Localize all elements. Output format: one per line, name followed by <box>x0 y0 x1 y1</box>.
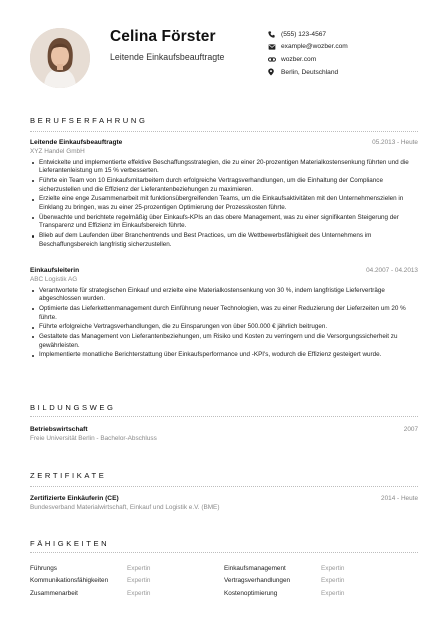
skill-row <box>30 562 418 575</box>
skill-item <box>224 565 418 572</box>
bullet-item: Führte erfolgreiche Vertragsverhandlungen, die zu Einsparungen von über 500.000 € jährlich beitrugen. <box>39 323 418 332</box>
contact-location <box>268 66 348 79</box>
skill-item <box>224 577 418 584</box>
skill-name: Vertragsverhandlungen <box>224 577 291 585</box>
skill-level: Expertin <box>127 589 151 597</box>
link-icon <box>268 55 280 64</box>
contact-website <box>268 53 348 66</box>
certificates-section-title: ZERTIFIKATE <box>30 471 107 480</box>
contact-email-text[interactable]: example@wozber.com <box>281 43 348 51</box>
skill-name: Kostenoptimierung <box>224 589 278 597</box>
certificate-name: Zertifizierte Einkäuferin (CE) <box>30 495 119 502</box>
company-name: ABC Logistik AG <box>30 275 78 283</box>
certificate-date: 2014 - Heute <box>381 495 418 502</box>
degree-title: Betriebswirtschaft <box>30 426 88 433</box>
experience-entry <box>30 267 418 361</box>
contact-website-text[interactable]: wozber.com <box>281 55 317 63</box>
certificate-entry <box>30 495 418 511</box>
skill-level: Expertin <box>321 577 345 585</box>
bullet-item: Erzielte eine enge Zusammenarbeit mit funktionsübergreifenden Teams, um die Einkaufsaktivitäten mit den Unternehmenszielen in Einklang zu bringen, was zu einer 25-prozentigen Optimierung der Prozesskosten führte. <box>39 195 418 213</box>
skill-name: Einkaufsmanagement <box>224 564 286 572</box>
skill-name: Zusammenarbeit <box>30 589 78 597</box>
job-bullets <box>30 159 418 250</box>
contact-email <box>268 41 348 54</box>
skill-level: Expertin <box>321 564 345 572</box>
education-divider <box>30 416 418 417</box>
bullet-item: Implementierte monatliche Berichterstattung über Einkaufsperformance und -KPI's, wodurch die Effizienz gesteigert wurde. <box>39 351 418 360</box>
bullet-item: Führte ein Team von 10 Einkaufsmitarbeitern durch erfolgreiche Vertragsverhandlungen, um die Einhaltung der Compliance sicherzustellen und die Effizienz der Lieferantenbeziehungen zu maximieren. <box>39 177 418 195</box>
job-date: 05.2013 - Heute <box>372 139 418 146</box>
skills-divider <box>30 552 418 553</box>
education-entry <box>30 426 418 442</box>
skill-level: Expertin <box>127 577 151 585</box>
contact-phone <box>268 28 348 41</box>
education-section-title: BILDUNGSWEG <box>30 403 116 412</box>
experience-divider <box>30 131 418 132</box>
contact-location-text: Berlin, Deutschland <box>281 68 339 76</box>
skill-item <box>30 590 224 597</box>
candidate-name: Celina Förster <box>110 28 216 45</box>
skills-section-title: FÄHIGKEITEN <box>30 539 110 548</box>
experience-section-title: BERUFSERFAHRUNG <box>30 116 148 125</box>
skill-row <box>30 587 418 600</box>
skills-grid <box>30 562 418 600</box>
skill-item <box>224 590 418 597</box>
skill-item <box>30 577 224 584</box>
name-block <box>110 28 224 62</box>
contact-list <box>268 28 348 78</box>
company-name: XYZ Handel GmbH <box>30 147 85 155</box>
bullet-item: Verantwortete für strategischen Einkauf und erzielte eine Materialkostensenkung von 30 %, indem langfristige Lieferverträge abgeschlossen wurden. <box>39 287 418 305</box>
skill-level: Expertin <box>321 589 345 597</box>
bullet-item: Gestaltete das Management von Lieferantenbeziehungen, um Risiko und Kosten zu verringern und die Versorgungssicherheit zu gewährleisten. <box>39 333 418 351</box>
profile-photo <box>30 28 90 88</box>
mail-icon <box>268 42 280 51</box>
avatar <box>30 28 90 88</box>
job-bullets <box>30 287 418 361</box>
contact-phone-text[interactable]: (555) 123-4567 <box>281 30 327 38</box>
skill-row <box>30 575 418 588</box>
job-date: 04.2007 - 04.2013 <box>366 267 418 274</box>
bullet-item: Überwachte und berichtete regelmäßig über Einkaufs-KPIs an das obere Management, was zu einer signifikanten Steigerung der Transparenz und Effizienz im Einkaufsbereich führte. <box>39 214 418 232</box>
education-date: 2007 <box>403 426 418 433</box>
skill-name: Kommunikationsfähigkeiten <box>30 577 109 585</box>
phone-icon <box>268 30 280 39</box>
resume-header <box>30 26 420 92</box>
experience-entry <box>30 139 418 250</box>
certificate-issuer: Bundesverband Materialwirtschaft, Einkauf und Logistik e.V. (BME) <box>30 503 220 511</box>
location-icon <box>268 68 280 77</box>
skill-item <box>30 565 224 572</box>
bullet-item: Optimierte das Lieferkettenmanagement durch Einführung neuer Technologien, was zu einer Reduzierung der Lieferzeiten um 20 % führte. <box>39 305 418 323</box>
bullet-item: Blieb auf dem Laufenden über Branchentrends und Best Practices, um die Wettbewerbsfähigkeit des Unternehmens im Beschaffungsbereich langfristig sicherzustellen. <box>39 232 418 250</box>
school-name: Freie Universität Berlin - Bachelor-Abschluss <box>30 434 157 442</box>
skill-name: Führungs <box>30 564 57 572</box>
candidate-role: Leitende Einkaufsbeauftragte <box>110 52 225 62</box>
bullet-item: Entwickelte und implementierte effektive Beschaffungsstrategien, die zu einer 20-prozentigen Materialkostensenkung führten und die Lieferantenleistung um 15 % verbesserten. <box>39 159 418 177</box>
job-title: Leitende Einkaufsbeauftragte <box>30 139 123 146</box>
skill-level: Expertin <box>127 564 151 572</box>
job-title: Einkaufsleiterin <box>30 267 80 274</box>
certificates-divider <box>30 486 418 487</box>
